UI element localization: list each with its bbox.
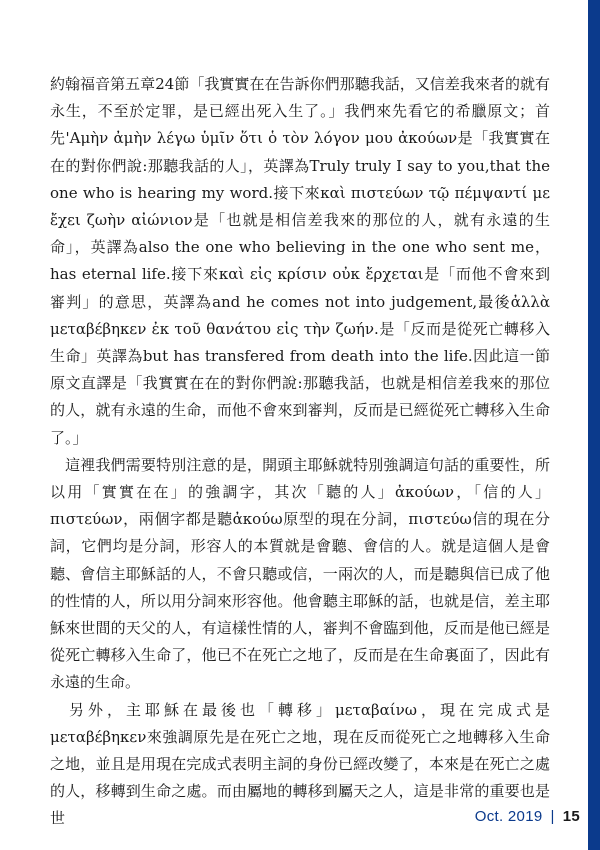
footer-separator: | bbox=[550, 808, 555, 825]
page-footer bbox=[475, 808, 580, 825]
page-number: 15 bbox=[562, 808, 580, 825]
article-body bbox=[50, 71, 550, 833]
paragraph-2: 這裡我們需要特別注意的是，開頭主耶穌就特別強調這句話的重要性，所以用「實實在在」的強調字，其次「聽的人」ἀκούων，「信的人」πιστεύων，兩個字都是聽ἀκούω原型的現在分詞，πιστεύω信的現在分詞，它們均是分詞，形容人的本質就是會聽、會信的人。就是這個人是會聽、會信主耶穌話的人，不會只聽或信，一兩次的人，而是聽與信已成了他的性情的人，所以用分詞來形容他。他會聽主耶穌的話，也就是信，差主耶穌來世間的天父的人，有這樣性情的人，審判不會臨到他，反而是他已經是從死亡轉移入生命了，他已不在死亡之地了，反而是在生命裏面了，因此有永遠的生命。 bbox=[50, 455, 550, 692]
accent-side-band bbox=[588, 0, 600, 850]
paragraph-3: 另外，主耶穌在最後也「轉移」μεταβαίνω，現在完成式是μεταβέβηκεν來強調原先是在死亡之地，現在反而從死亡之地轉移入生命之地，並且是用現在完成式表明主詞的身份已經改變了，本來是在死亡之處的人，移轉到生命之處。而由屬地的轉移到屬天之人，這是非常的重要也是世 bbox=[50, 700, 550, 828]
issue-date: Oct. 2019 bbox=[474, 808, 543, 825]
paragraph-1: 約翰福音第五章24節「我實實在在告訴你們那聽我話，又信差我來者的就有永生，不至於定罪，是已經出死入生了。」我們來先看它的希臘原文；首先'Aμὴν ἀμὴν λέγω ὑμῖν ὅτι ὁ τὸν λόγον μου ἀκούων是「我實實在在的對你們說:那聽我話的人」，英譯為Truly truly I say to you,that the one who is hearing my word.接下來καὶ πιστεύων τῷ πέμψαντί με ἔχει ζωὴν αἰώνιον是「也就是相信差我來的那位的人，就有永遠的生命」，英譯為also the one who believing in the one who sent me， has eternal life.接下來καὶ εἰς κρίσιν οὐκ ἔρχεται是「而他不會來到審判」的意思，英譯為and he comes not into judgement,最後ἀλλὰ μεταβέβηκεν ἐκ τοῦ θανάτου εἰς τὴν ζωήν.是「反而是從死亡轉移入生命」英譯為but has transfered from death into the life.因此這一節原文直譯是「我實實在在的對你們說:那聽我話，也就是相信差我來的那位的人，就有永遠的生命，而他不會來到審判，反而是已經從死亡轉移入生命了。」 bbox=[50, 75, 550, 447]
